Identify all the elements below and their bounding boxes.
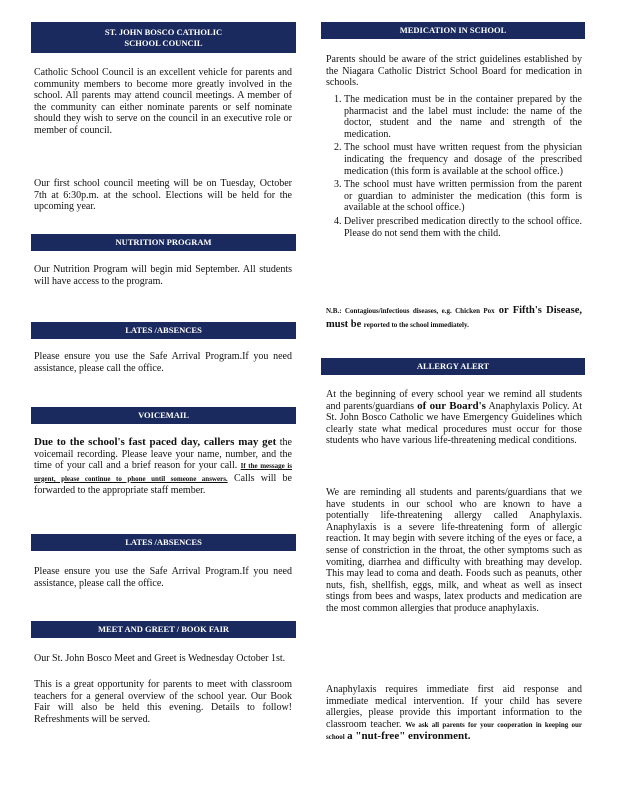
council-paragraph-2: Our first school council meeting will be on Tuesday, October 7th at 6:30p.m. at the school. Elections will be held for the upcoming year.	[34, 178, 292, 213]
lates-banner-1: LATES /ABSENCES	[31, 322, 296, 339]
allergy-para-1-end: Anaphylaxis Policy. At St. John Bosco Catholic we have Emergency Guidelines which clearly state what medical procedures must occur for those students who have various life-threatening medical conditions.	[326, 400, 583, 447]
allergy-paragraph-2: We are reminding all students and parents/guardians that we have students in our school who are known to have a potentially life-threatening allergy called Anaphylaxis. Anaphylaxis is a severe life-threatening form of allergic reaction. It may begin with severe itching of the eyes or face, a sense of constriction in the throat, the other symptoms such as vomiting, diarrhea and difficulty with breathing may develop. This may lead to coma and death. Foods such as peanuts, other nuts, fish, shellfish, eggs, milk, and wheat as well as insect stings from bees and wasps, latex products and medication are the most common allergies that produce anaphylaxis.	[326, 487, 582, 614]
voicemail-tail: Calls will be forwarded to the appropriate staff member.	[34, 472, 292, 497]
council-paragraph-1: Catholic School Council is an excellent vehicle for parents and community members to become more greatly involved in the school. All parents may attend council meetings. A member of the community can either nominate parents or self nominate should they wish to serve on the council in an executive role or member of council.	[34, 67, 292, 136]
medication-item-2: 2. The school must have written request from the physician indicating the frequency and dosage of the prescribed medication (this form is available at the school office.)	[344, 142, 582, 177]
voicemail-lead: Due to the school's fast paced day, callers may get	[34, 436, 277, 448]
voicemail-urgent-note: If the message is urgent, please continue to phone until someone answers.	[34, 462, 292, 483]
meet-banner: MEET AND GREET / BOOK FAIR	[31, 621, 296, 638]
medication-list	[326, 94, 582, 241]
medication-banner: MEDICATION IN SCHOOL	[321, 22, 585, 39]
medication-item-4: 4. Deliver prescribed medication directly to the school office. Please do not send them with the child.	[344, 216, 582, 239]
medication-item-3: 3. The school must have written permission from the parent or guardian to administer the medication (this form is available at the school office.)	[344, 179, 582, 214]
allergy-board-emphasis: of our Board's	[417, 399, 486, 412]
voicemail-block	[34, 437, 292, 497]
nutrition-banner: NUTRITION PROGRAM	[31, 234, 296, 251]
lates-paragraph-1: Please ensure you use the Safe Arrival Program.If you need assistance, please call the office.	[34, 351, 292, 374]
voicemail-paragraph: the voicemail recording. Please leave your name, number, and the time of your call and a brief reason for your call.	[34, 437, 292, 472]
allergy-banner: ALLERGY ALERT	[321, 358, 585, 375]
nb-note-bold: or Fifth's Disease, must be	[326, 305, 582, 330]
allergy-paragraph-1	[326, 389, 582, 447]
nut-free-emphasis: a "nut-free" environment.	[347, 730, 471, 743]
lates-paragraph-2: Please ensure you use the Safe Arrival Program.If you need assistance, please call the office.	[34, 566, 292, 589]
nutrition-paragraph: Our Nutrition Program will begin mid September. All students will have access to the program.	[34, 264, 292, 287]
council-banner	[31, 22, 296, 53]
council-title-line-1: ST. JOHN BOSCO CATHOLIC	[104, 26, 223, 37]
meet-paragraph-2: This is a great opportunity for parents to meet with classroom teachers for a general overview of the school year. Our Book Fair will also be held this evening. Details to follow! Refreshments will be served.	[34, 679, 292, 725]
council-title-line-2: SCHOOL COUNCIL	[124, 37, 203, 48]
nb-note-end: reported to the school immediately.	[363, 321, 469, 329]
meet-paragraph-1: Our St. John Bosco Meet and Greet is Wednesday October 1st.	[34, 653, 286, 664]
allergy-request: We ask all parents for your cooperation in keeping our school	[326, 720, 582, 742]
allergy-paragraph-3	[326, 684, 582, 744]
allergy-para-3: Anaphylaxis requires immediate first aid response and immediate medical intervention. If your child has severe allergies, please provide this important information to the classroom teacher.	[326, 684, 582, 730]
medication-item-1: 1. The medication must be in the container prepared by the pharmacist and the label must include: the name of the doctor, student and the name and strength of the medication.	[344, 94, 582, 140]
voicemail-banner: VOICEMAIL	[31, 407, 296, 424]
medication-nb	[326, 304, 582, 332]
allergy-para-1-start: At the beginning of every school year we remind all students and parents/guardians	[326, 389, 582, 412]
medication-intro: Parents should be aware of the strict guidelines established by the Niagara Catholic District School Board for medication in schools.	[326, 54, 582, 89]
lates-banner-2: LATES /ABSENCES	[31, 534, 296, 551]
nb-note-start: N.B.: Contagious/infectious diseases, e.g. Chicken Pox	[326, 307, 495, 315]
